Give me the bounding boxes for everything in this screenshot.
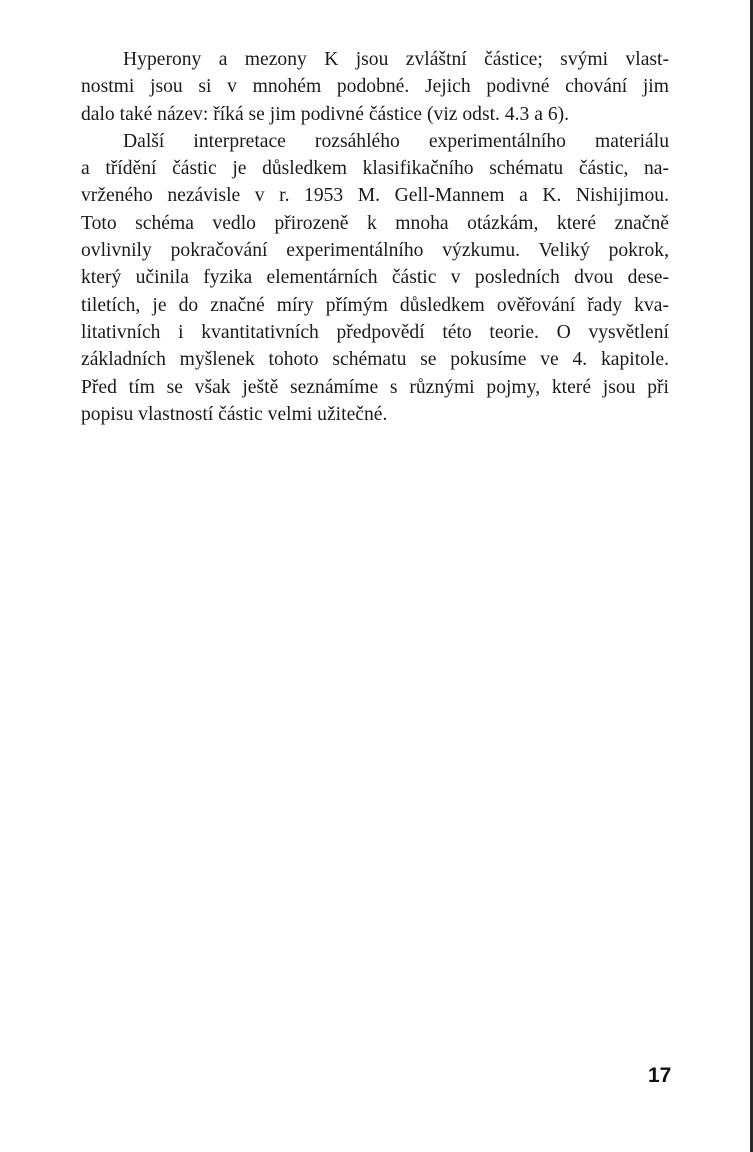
text-line: Hyperony a mezony K jsou zvláštní částice; svými vlast- [123,49,669,70]
body-text [81,46,669,428]
text-line: a třídění částic je důsledkem klasifikačního schématu částic, na- [81,158,669,180]
text-line: nostmi jsou si v mnohém podobné. Jejich podivné chování jim [81,76,669,98]
page-number: 17 [648,1064,672,1087]
text-line: ovlivnily pokračování experimentálního výzkumu. Veliký pokrok, [81,240,669,262]
paragraph-2 [81,128,669,428]
text-line: Další interpretace rozsáhlého experimentálního materiálu [123,130,669,152]
text-line: popisu vlastností částic velmi užitečné. [81,403,388,425]
paragraph-1 [81,46,669,128]
text-line: Toto schéma vedlo přirozeně k mnoha otázkám, které značně [81,212,669,234]
text-line: Před tím se však ještě seznámíme s různými pojmy, které jsou při [81,376,669,398]
text-line: litativních i kvantitativních předpovědí této teorie. O vysvětlení [81,321,669,343]
text-line: který učinila fyzika elementárních částic v posledních dvou dese- [81,267,669,289]
text-line: dalo také název: říká se jim podivné částice (viz odst. 4.3 a 6). [81,103,570,125]
text-line: tiletích, je do značné míry přímým důsledkem ověřování řady kva- [81,294,669,316]
text-line: vrženého nezávisle v r. 1953 M. Gell-Mannem a K. Nishijimou. [81,185,669,207]
text-line: základních myšlenek tohoto schématu se pokusíme ve 4. kapitole. [81,349,669,371]
